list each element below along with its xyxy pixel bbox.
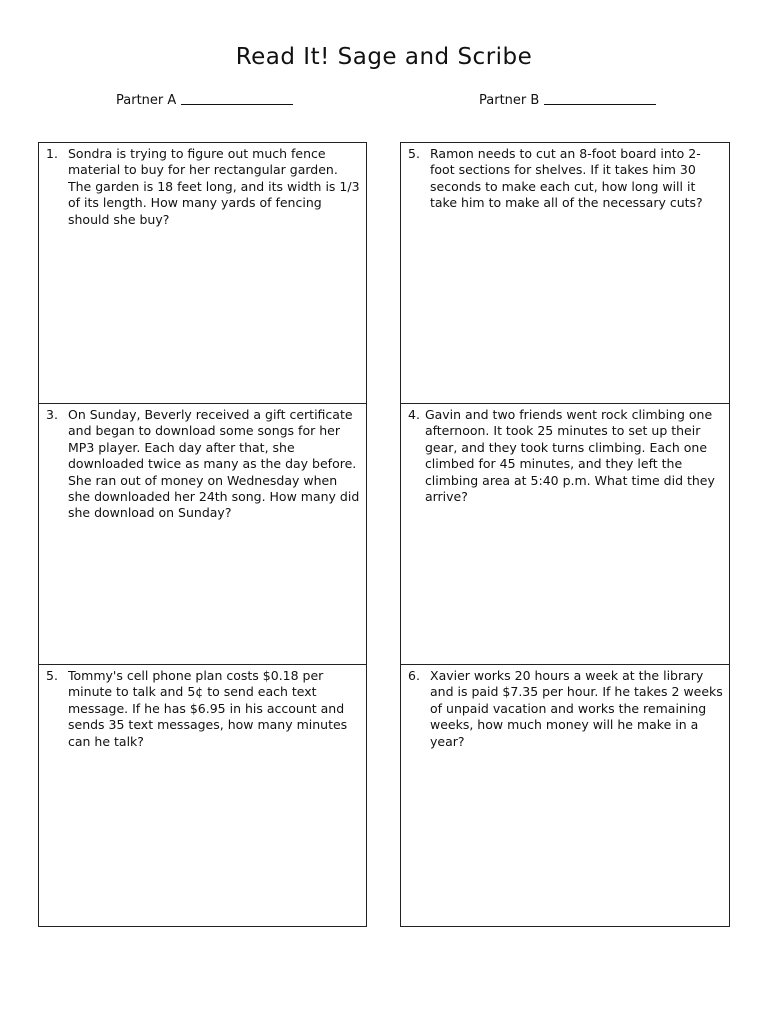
- problem-number: 6.: [408, 668, 420, 683]
- problem-text: Gavin and two friends went rock climbing one afternoon. It took 25 minutes to set up their gear, and they took turns climbing. Each one climbed for 45 minutes, and they left the climbing area at 5:40 p.m. What time did they arrive?: [424, 407, 715, 505]
- problem-text: On Sunday, Beverly received a gift certificate and began to download some songs for her MP3 player. Each day after that, she downloaded twice as many as the day before. She ran out of money on Wednesday when she downloaded her 24th song. How many did she download on Sunday?: [68, 407, 360, 521]
- problem-text: Xavier works 20 hours a week at the library and is paid $7.35 per hour. If he takes 2 weeks of unpaid vacation and works the remaining weeks, how much money will he make in a year?: [430, 668, 723, 749]
- problem-text: Sondra is trying to figure out much fence material to buy for her rectangular garden. The garden is 18 feet long, and its width is 1/3 of its length. How many yards of fencing should she buy?: [68, 146, 360, 227]
- problem-box-4[interactable]: [400, 403, 730, 665]
- problem-6: [408, 668, 723, 750]
- problem-text: Tommy's cell phone plan costs $0.18 per minute to talk and 5¢ to send each text message. If he has $6.95 in his account and sends 35 text messages, how many minutes can he talk?: [68, 668, 348, 749]
- problem-5: [46, 668, 360, 750]
- partner-a-field: [116, 93, 293, 108]
- problem-number: 3.: [46, 407, 58, 422]
- partner-b-blank-line[interactable]: [544, 94, 656, 105]
- problem-box-1[interactable]: [38, 142, 367, 404]
- problem-2: [408, 146, 723, 212]
- problem-1: [46, 146, 360, 228]
- problem-number: 1.: [46, 146, 58, 161]
- partner-a-blank-line[interactable]: [181, 94, 293, 105]
- partner-b-field: [479, 93, 656, 108]
- problem-box-6[interactable]: [400, 664, 730, 927]
- problem-box-2[interactable]: [400, 142, 730, 404]
- problem-number: 5.: [46, 668, 58, 683]
- problem-text: Ramon needs to cut an 8-foot board into 2-foot sections for shelves. If it takes him 30 seconds to make each cut, how long will it take him to make all of the necessary cuts?: [430, 146, 703, 211]
- partner-a-label: Partner A: [116, 93, 177, 108]
- problem-number: 4.: [408, 407, 420, 422]
- problem-box-3[interactable]: [38, 403, 367, 665]
- problem-box-5[interactable]: [38, 664, 367, 927]
- problem-number: 5.: [408, 146, 420, 161]
- partner-b-label: Partner B: [479, 93, 540, 108]
- problem-4: [408, 407, 723, 505]
- page-title: Read It! Sage and Scribe: [235, 44, 533, 70]
- problem-3: [46, 407, 360, 522]
